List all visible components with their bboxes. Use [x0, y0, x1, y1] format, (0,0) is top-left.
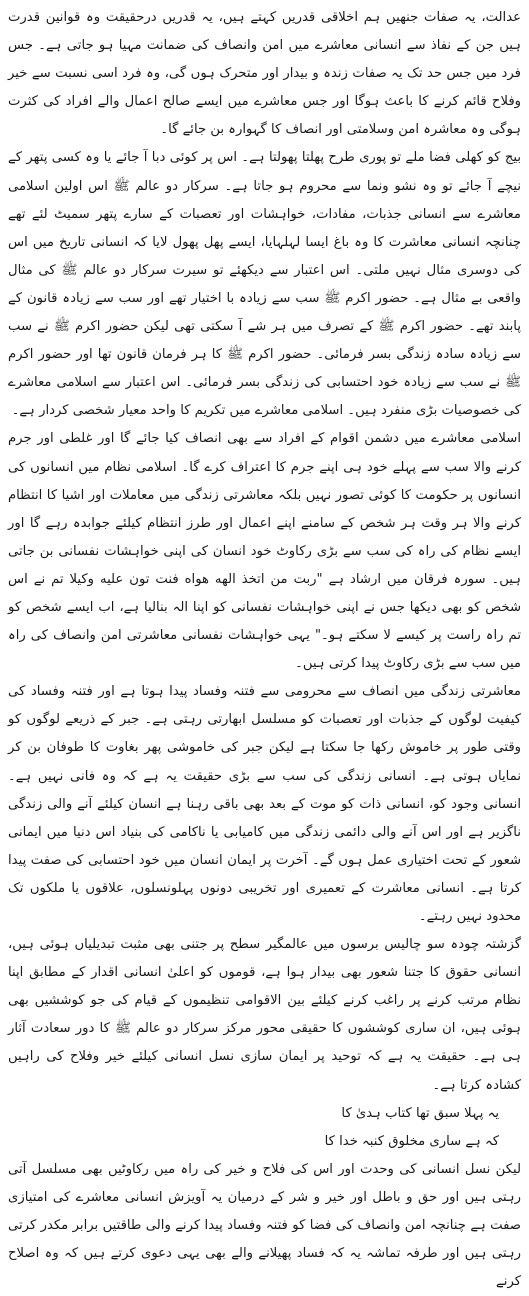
poem-line-2: کہ ہے ساری مخلوق کنبہ خدا کا [324, 1133, 499, 1149]
poem-line-1: یہ پہلا سبق تھا کتاب ہدیٰ کا [341, 1105, 499, 1121]
paragraph-moral-values: عدالت، یہ صفات جنھیں ہم اخلاقی قدریں کہتے ہیں، یہ قدریں درحقیقت وہ قوانین قدرت ہیں جن کے نفاذ سے انسانی معاشرے میں امن وانصاف کی ضمانت مہیا ہو جاتی ہے۔ جس فرد میں جس حد تک یہ صفات زندہ و بیدار اور متحرک ہوں گی، وہ فرد اسی نسبت سے خیر وفلاح قائم کرنے کا باعث ہوگا اور جس معاشرے میں ایسے صالح اعمال والے افراد کی کثرت ہوگی وہ معاشرہ امن وسلامتی اور انصاف کا گہوارہ بن جائے گا۔ [8, 10, 521, 138]
paragraph-seed-analogy: بیج کو کھلی فضا ملے تو پوری طرح پھلتا پھولتا ہے۔ اس پر کوئی دبا آ جائے یا وہ کسی پتھر کے نیچے آ جائے تو وہ نشو ونما سے محروم ہو جاتا ہے۔ سرکار دو عالم ﷺ اس اولین اسلامی معاشرے سے انسانی جذبات، مفادات، خواہشات اور تعصبات کے سارے پتھر سمیٹ لئے تھے چنانچہ انسانی معاشرت کا وہ باغ ایسا لہلہایا، ایسے پھل پھول لایا کہ انسانی تاریخ میں اس کی دوسری مثال نہیں ملتی۔ اس اعتبار سے دیکھئے تو سیرت سرکار دو عالم ﷺ کی مثال واقعی بے مثال ہے۔ حضور اکرم ﷺ سب سے زیادہ با اختیار تھے اور سب سے زیادہ قانون کے پابند تھے۔ حضور اکرم ﷺ کے تصرف میں ہر شے آ سکتی تھی لیکن حضور اکرم ﷺ نے سب سے زیادہ سادہ زندگی بسر فرمائی۔ حضور اکرم ﷺ کا ہر فرمان قانون تھا اور حضور اکرم ﷺ نے سب سے زیادہ خود احتسابی کی زندگی بسر فرمائی۔ اس اعتبار سے اسلامی معاشرے کی خصوصیات بڑی منفرد ہیں۔ اسلامی معاشرے میں تکریم کا واحد معیار شخصی کردار ہے۔ [8, 150, 521, 419]
paragraph-justice-to-enemies: اسلامی معاشرے میں دشمن اقوام کے افراد سے بھی انصاف کیا جائے گا اور غلطی اور جرم کرنے والا سب سے پہلے خود ہی اپنے جرم کا اعتراف کرے گا۔ اسلامی نظام میں انسانوں کی انسانوں پر حکومت کا کوئی تصور نہیں بلکہ معاشرتی زندگی میں معاملات اور اشیا کا انتظام کرنے والا ہر وقت ہر شخص کے سامنے اپنے اعمال اور طرز انتظام کیلئے جوابدہ رہے گا اور ایسے نظام کی راہ کی سب سے بڑی رکاوٹ خود انسان کی اپنی خواہشات نفسانی بن جاتی ہیں۔ سورہ فرقان میں ارشاد ہے "ربت من اتخذ الهه هواه فنت تون عليه وكيلا تم نے اس شخص کو بھی دیکھا جس نے اپنی خواہشات نفسانی کو اپنا الہ بنالیا ہے، اب ایسے شخص کو تم راہ راست پر کیسے لا سکتے ہو۔" یہی خواہشات نفسانی معاشرتی امن وانصاف کی راہ میں سب سے بڑی رکاوٹ پیدا کرتی ہیں۔ [8, 431, 521, 672]
paragraph-injustice-and-strife: معاشرتی زندگی میں انصاف سے محرومی سے فتنہ وفساد پیدا ہوتا ہے اور فتنہ وفساد کی کیفیت لوگوں کے جذبات اور تعصبات کو مسلسل ابھارتی رہتی ہے۔ جبر کے ذریعے لوگوں کو وقتی طور پر خاموش رکھا جا سکتا ہے لیکن جبر کی خاموشی پھر بغاوت کا طوفان بن کر نمایاں ہوتی ہے۔ انسانی زندگی کی سب سے بڑی حقیقت یہ ہے کہ وہ فانی نہیں ہے۔ انسانی وجود کو، انسانی ذات کو موت کے بعد بھی باقی رہنا ہے انسان کیلئے آنے والی زندگی ناگزیر ہے اور اس آنے والی دائمی زندگی میں کامیابی یا ناکامی کی بنیاد اس دنیا میں ایمانی شعور کے تحت اختیاری عمل ہوں گے۔ آخرت پر ایمان انسان میں خود احتسابی کی صفت پیدا کرتا ہے۔ انسانی معاشرت کے تعمیری اور تخریبی دونوں پہلونسلوں، علاقوں یا ملکوں تک محدود نہیں رہتے۔ [8, 684, 521, 924]
paragraph-closing: لیکن نسل انسانی کی وحدت اور اس کی فلاح و خیر کی راہ میں رکاوٹیں بھی مسلسل آتی رہتی ہیں اور حق و باطل اور خیر و شر کے درمیان یہ آویزش انسانی معاشرے کی امتیازی صفت ہے چنانچہ امن وانصاف کی فضا کو فتنہ وفساد پیدا کرنے والی طاقتیں برابر مکدر کرتی رہتی ہیں اور طرفہ تماشہ یہ کہ فساد پھیلانے والے بھی یہی دعوی کرتے ہیں کہ وہ اصلاح کرنے [8, 1161, 521, 1290]
paragraph-fourteen-centuries: گزشتہ چودہ سو چالیس برسوں میں عالمگیر سطح پر جتنی بھی مثبت تبدیلیاں ہوئی ہیں، انسانی حقوق کا جتنا شعور بھی بیدار ہوا ہے، قوموں کو اعلیٰ انسانی اقدار کے مطابق اپنا نظام مرتب کرنے پر راغب کرنے کیلئے بین الاقوامی تنظیموں کے قیام کی جو کوششیں بھی ہوئی ہیں، ان ساری کوششوں کا حقیقی محور مرکز سرکار دو عالم ﷺ کا دور سعادت آثار ہی ہے۔ حقیقت یہ ہے کہ توحید پر ایمان سازی نسل انسانی کیلئے خیر وفلاح کی راہیں کشادہ کرتا ہے۔ [8, 937, 521, 1093]
